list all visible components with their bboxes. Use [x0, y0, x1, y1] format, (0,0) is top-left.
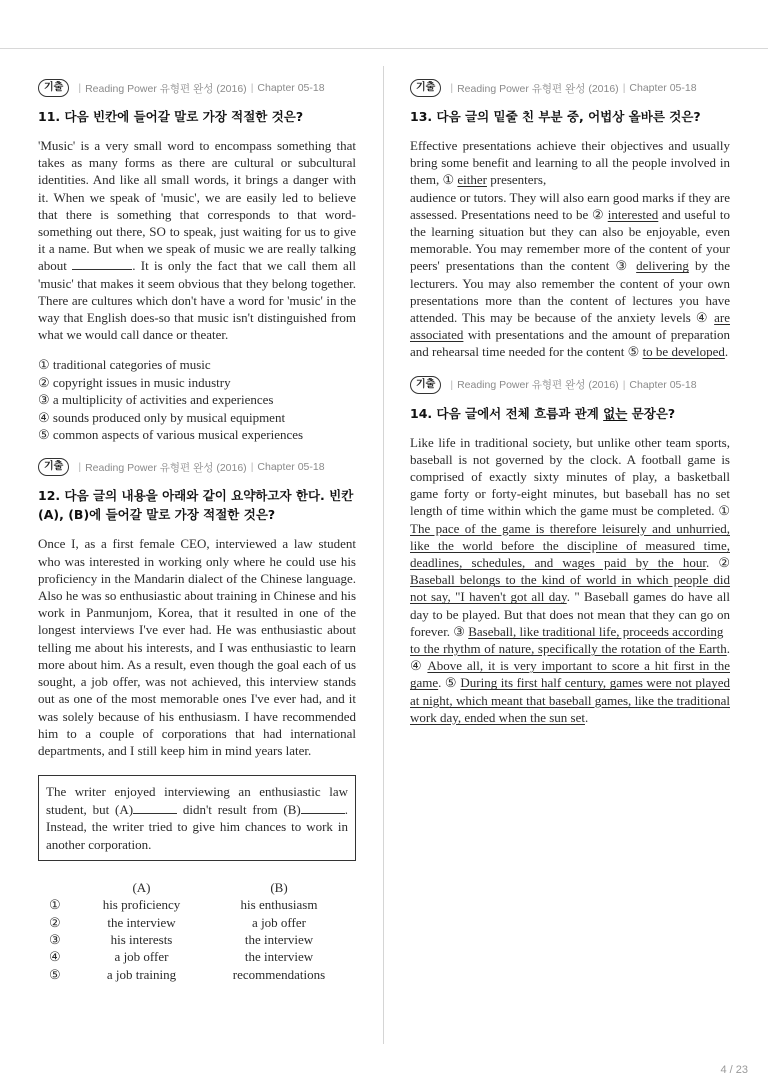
- source-chapter: Chapter 05-18: [629, 378, 697, 391]
- question-title: 11. 다음 빈칸에 들어갈 말로 가장 적절한 것은?: [38, 109, 304, 124]
- source-tag: 기출: [410, 376, 441, 394]
- source-line: 기출 | Reading Power 유형편 완성 (2016) | Chapter 05-18: [410, 375, 730, 395]
- source-text: Reading Power 유형편 완성 (2016): [85, 82, 247, 95]
- source-text: Reading Power 유형편 완성 (2016): [457, 379, 619, 392]
- underlined-choice: are associated: [410, 310, 730, 343]
- source-text: Reading Power 유형편 완성 (2016): [457, 82, 619, 95]
- source-tag: 기출: [410, 79, 441, 97]
- underlined-choice: Baseball, like traditional life, proceeds according: [468, 623, 724, 639]
- passage: Effective presentations achieve their objectives and usually bring some benefit and learning to all the people involved in them, ① either presenters, audience or tutors. They will also earn good marks if they are assessed. Presentations need to be ② interested and useful to the learning situation but they can also be enjoyable, even memorable. You may remember more of the content of your peers' presentations than the content ③ delivering by the lecturers. You may also remember the content of your own presentations more than the content of lectures you have attended. This may be because of the anxiety levels ④ are associated with presentations and the amount of preparation and rehearsal time needed for the content ⑤ to be developed.: [410, 138, 731, 360]
- question-title: 13. 다음 글의 밑줄 친 부분 중, 어법상 올바른 것은?: [410, 109, 701, 124]
- source-tag: 기출: [38, 458, 69, 476]
- passage: Like life in traditional society, but unlike other team sports, baseball is not governed by the clock. A football game is comprised of exactly sixty minutes of play, a basketball game forty or forty-eight minutes, but baseball has no set length of time within which the game must be completed. ① The pace of the game is therefore leisurely and unhurried, like the world before the discipline of measured time, deadlines, schedules, and wages paid by the hour. ② Baseball belongs to the kind of world in which people did not say, "I haven't got all day. " Baseball games do have all day to be played. But that does not mean that they can go on forever. ③ Baseball, like traditional life, proceeds according to the rhythm of nature, specifically the rotation of the Earth. ④ Above all, it is very important to score a hit first in the game. ⑤ During its first half century, games were not played at night, which meant that baseball games, like the traditional work day, ended when the sun set.: [410, 434, 731, 725]
- source-line: 기출 | Reading Power 유형편 완성 (2016) | Chapter 05-18: [38, 457, 356, 477]
- underlined-choice: During its first half century, games were not played at night, which meant that baseball games, like the traditional work day, ended when the sun set: [410, 675, 731, 725]
- header-rule: [0, 48, 768, 49]
- source-chapter: Chapter 05-18: [257, 82, 325, 94]
- left-column: [38, 78, 356, 983]
- underlined-choice: Baseball belongs to the kind of world in which people did not say, "I haven't got all day: [410, 572, 730, 605]
- underlined-choice: either: [457, 172, 487, 188]
- source-line: 기출 | Reading Power 유형편 완성 (2016) | Chapter 05-18: [410, 78, 730, 98]
- answer-row: ③ his interests the interview: [49, 932, 314, 947]
- underlined-choice: Above all, it is very important to score a hit first in the game: [410, 658, 730, 691]
- answer-table: [38, 879, 356, 983]
- summary-box: The writer enjoyed interviewing an enthusiastic law student, but (A) didn't result from (B) . Instead, the writer tried to give him chances to work in another corporation.: [38, 775, 356, 861]
- answer-row: ① his proficiency his enthusiasm: [49, 897, 318, 913]
- source-chapter: Chapter 05-18: [257, 461, 325, 474]
- answer-table-header: (A) (B): [132, 880, 288, 896]
- answer-row: ⑤ a job training recommendations: [49, 966, 326, 982]
- underlined-choice: to be developed: [642, 344, 725, 360]
- source-chapter: Chapter 05-18: [629, 82, 697, 94]
- underlined-choice: interested: [607, 206, 659, 222]
- option: ④ sounds produced only by musical equipment: [38, 409, 286, 425]
- answer-options: [38, 356, 356, 443]
- answer-row: ② the interview a job offer: [49, 914, 306, 930]
- passage: 'Music' is a very small word to encompass something that takes as many forms as there are cultural or subcultural identities. And like all small words, it brings a danger with it. When we speak of 'music', we are easily led to believe that there is something that corresponds to that word-something out there, SO to speak, just waiting for us to give it a name. But when we speak of music we are really talking about . It is only the fact that we call them all 'music' that makes it seem obvious that they belong together. There are cultures which don't have a word for 'music' in the way that English does-so that music isn't distinguished from what we would call dance or theater.: [38, 138, 356, 343]
- underlined-choice: to the rhythm of nature, specifically the rotation of the Earth: [410, 641, 727, 657]
- blank-a: [133, 802, 177, 814]
- question-title: 14. 다음 글에서 전체 흐름과 관계 없는 문장은?: [410, 405, 676, 421]
- underlined-choice: delivering: [636, 258, 689, 274]
- question-title: 12. 다음 글의 내용을 아래와 같이 요약하고자 한다. 빈칸 (A), (B)에 들어갈 말로 가장 적절한 것은?: [38, 488, 354, 523]
- blank-b: [301, 802, 345, 814]
- option: ③ a multiplicity of activities and experiences: [38, 392, 274, 408]
- blank: [72, 258, 132, 270]
- column-divider: [383, 66, 384, 1044]
- answer-row: ④ a job offer the interview: [49, 949, 314, 965]
- option: ⑤ common aspects of various musical experiences: [38, 427, 304, 443]
- source-tag: 기출: [38, 79, 69, 97]
- option: ① traditional categories of music: [38, 357, 211, 373]
- page-number: 4 / 23: [720, 1064, 748, 1076]
- source-text: Reading Power 유형편 완성 (2016): [85, 461, 247, 474]
- passage: Once I, as a first female CEO, interviewed a law student who was interested in working only where he could use his proficiency in the Mandarin dialect of the Chinese language. Also he was so enthusiastic about training in Chinese and his work in Panmunjom, Korea, that it resulted in one of the longest interviews I've ever had. He was enthusiastic about telling me about his interests, and I was enthusiastic to learn more about him. As a result, even though the goal each of us sought, a job offer, was not achieved, this interview stands out as one of the most memorable ones I've ever had, and it was solely because of his enthusiasm. I have recommended him to a couple of corporations that had international departments, and I still keep him in mind years later.: [38, 536, 356, 758]
- underlined-choice: The pace of the game is therefore leisurely and unhurried, like the world before the discipline of measured time, deadlines, schedules, and wages paid by the hour: [410, 520, 730, 571]
- option: ② copyright issues in music industry: [38, 374, 231, 390]
- right-column: [410, 78, 730, 726]
- source-line: 기출 | Reading Power 유형편 완성 (2016) | Chapter 05-18: [38, 78, 356, 98]
